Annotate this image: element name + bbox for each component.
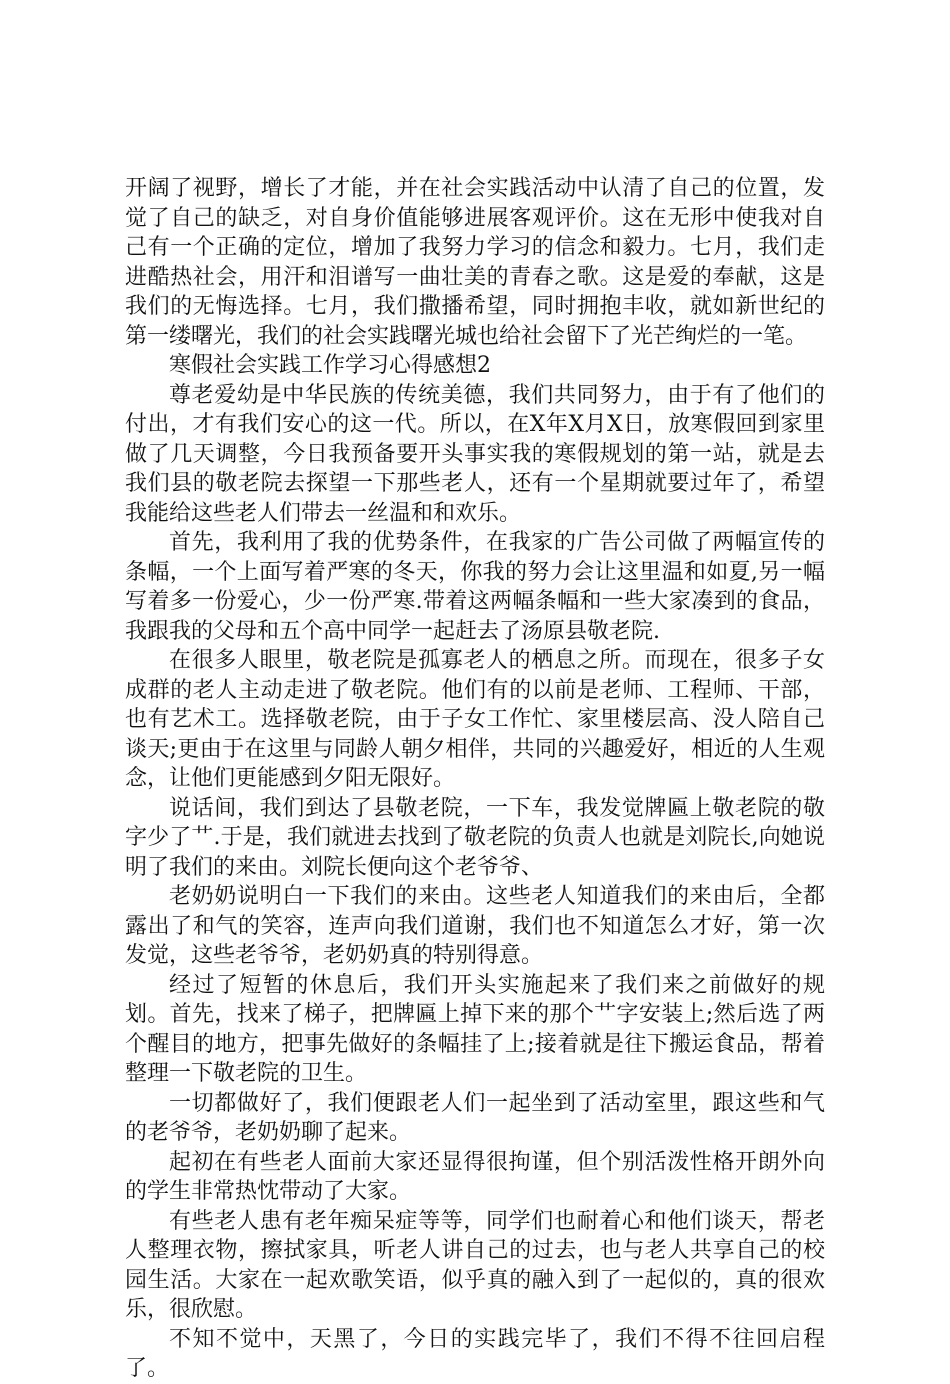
paragraph-8: 经过了短暂的休息后，我们开头实施起来了我们来之前做好的规划。首先，找来了梯子，把牌匾上掉下来的那个艹字安装上;然后选了两个醒目的地方，把事先做好的条幅挂了上;接着就是往下搬运食品，帮着整理一下敬老院的卫生。 (125, 972, 825, 1086)
paragraph-6: 说话间，我们到达了县敬老院，一下车，我发觉牌匾上敬老院的敬字少了艹.于是，我们就进去找到了敬老院的负责人也就是刘院长,向她说明了我们的来由。刘院长便向这个老爷爷、 (125, 795, 825, 880)
document-page (125, 174, 825, 1384)
paragraph-9: 一切都做好了，我们便跟老人们一起坐到了活动室里，跟这些和气的老爷爷，老奶奶聊了起来。 (125, 1090, 825, 1145)
paragraph-5: 在很多人眼里，敬老院是孤寡老人的栖息之所。而现在，很多子女成群的老人主动走进了敬老院。他们有的以前是老师、工程师、干部，也有艺术工。选择敬老院，由于子女工作忙、家里楼层高、没人陪自己谈天;更由于在这里与同龄人朝夕相伴，共同的兴趣爱好，相近的人生观念，让他们更能感到夕阳无限好。 (125, 648, 825, 791)
paragraph-11: 有些老人患有老年痴呆症等等，同学们也耐着心和他们谈天，帮老人整理衣物，擦拭家具，听老人讲自己的过去，也与老人共享自己的校园生活。大家在一起欢歌笑语，似乎真的融入到了一起似的，真的很欢乐，很欣慰。 (125, 1208, 825, 1322)
section-heading: 寒假社会实践工作学习心得感想2 (169, 353, 491, 378)
paragraph-3: 尊老爱幼是中华民族的传统美德，我们共同努力，由于有了他们的付出，才有我们安心的这一代。所以，在X年X月X日，放寒假回到家里做了几天调整，今日我预备要开头事实我的寒假规划的第一站，就是去我们县的敬老院去探望一下那些老人，还有一个星期就要过年了，希望我能给这些老人们带去一丝温和和欢乐。 (125, 382, 825, 526)
paragraph-12: 不知不觉中，天黑了，今日的实践完毕了，我们不得不往回启程了。 (125, 1326, 825, 1381)
paragraph-7: 老奶奶说明白一下我们的来由。这些老人知道我们的来由后，全都露出了和气的笑容，连声向我们道谢，我们也不知道怎么才好，第一次发觉，这些老爷爷，老奶奶真的特别得意。 (125, 884, 825, 968)
paragraph-1: 开阔了视野，增长了才能，并在社会实践活动中认清了自己的位置，发觉了自己的缺乏，对自身价值能够进展客观评价。这在无形中使我对自己有一个正确的定位，增加了我努力学习的信念和毅力。七月，我们走进酷热社会，用汗和泪谱写一曲壮美的青春之歌。这是爱的奉献，这是我们的无悔选择。七月，我们撒播希望，同时拥抱丰收，就如新世纪的第一缕曙光，我们的社会实践曙光城也给社会留下了光芒绚烂的一笔。 (125, 176, 825, 349)
paragraph-4: 首先，我利用了我的优势条件，在我家的广告公司做了两幅宣传的条幅，一个上面写着严寒的冬天，你我的努力会让这里温和如夏,另一幅写着多一份爱心，少一份严寒.带着这两幅条幅和一些大家凑到的食品，我跟我的父母和五个高中同学一起赶去了汤原县敬老院. (125, 530, 825, 644)
paragraph-10: 起初在有些老人面前大家还显得很拘谨，但个别活泼性格开朗外向的学生非常热忱带动了大家。 (125, 1149, 825, 1204)
